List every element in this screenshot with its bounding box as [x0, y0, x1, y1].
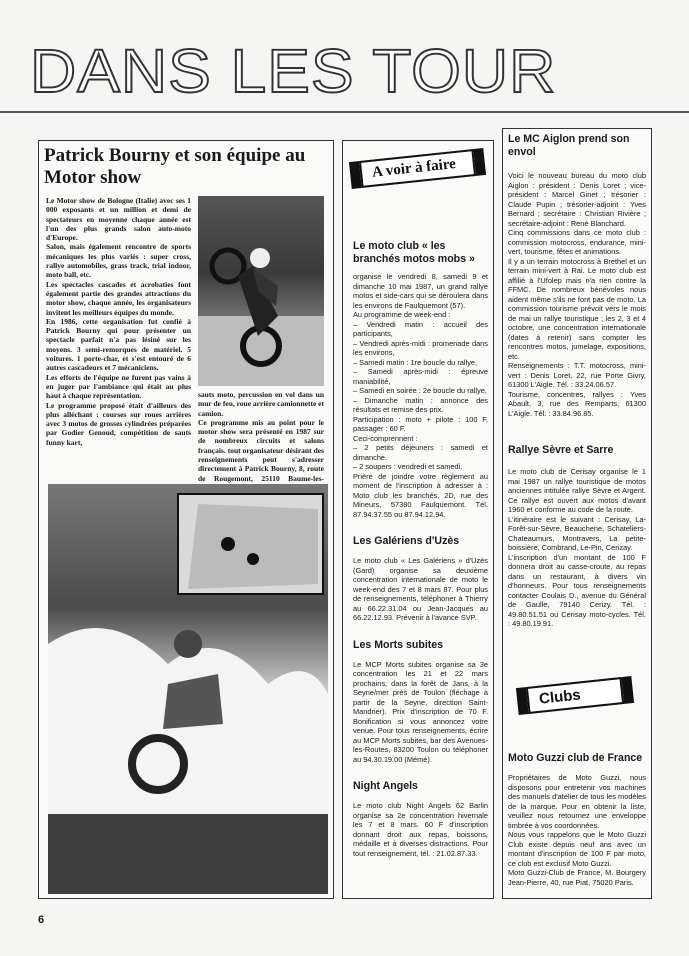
section-header	[0, 38, 689, 108]
section-morts-title: Les Morts subites	[353, 638, 444, 651]
page-number: 6	[38, 914, 45, 926]
article-main-title-box	[44, 145, 324, 189]
banner-a-voir-text: A voir à faire	[359, 149, 476, 188]
section-morts-body: Le MCP Morts subites organise sa 3e concentration les 21 et 22 mars prochains, dans la forêt de Jans, à la Seyne/mer près de Toulon (fléchage à partir de la Seyne, direction Saint-Mandrier). Prix d'inscription de 70 F. Bonification si vous annoncez votre venue. Pour tous renseignements, écrire au MCP Morts subites, bar des Avenues-les-Routes, 83200 Toulon ou téléphoner au 94.30.19.00 (Mémé).	[353, 659, 488, 764]
article-main-text-2: sauts moto, percussion en vol dans un mur de feu, roue arrière camionnette et camion. Ce programme mis au point pour le motor show sera présenté en 1987 sur de nombreux circuits et salons français. tout organisateur désirant des renseignements peut s'adresser directement à Patrick Bourny, 8, route de Rougemont, 25110 Baume-les-	[198, 390, 325, 483]
section-guzzi-title: Moto Guzzi club de France	[508, 752, 643, 764]
column-right	[508, 133, 646, 629]
section-aiglon-title: Le MC Aiglon prend son envol	[508, 133, 630, 158]
section-aiglon-body: Voici le nouveau bureau du moto club Aiglon : président : Denis Loret ; vice-président : Marcel Ginet ; trésorier : Claude Pupin ; trésorier-adjoint : Yves Bernard ; secrétaire : Christian Rivière ; secrétaire-adjoint : René Blanchard. Cinq commissions dans ce moto club : commission motocross, endurance, mini-vert, tourisme, fêtes et animations. Il y a un terrain motocross à Brethel et un terrain mini-vert à Rai. Le moto club est affilié à l'Ufolep mais n'a rien contre la FFMC. De nombreux bénévoles nous aident même s'ils ne font pas de moto. La commission tourisme prévoit vers le mois de mai un rallye touristique ; les 2, 3 et 4 octobre, une concentration internationale (dates à retenir) sans compter les rencontres motos, jumelage, expositions, etc. Renseignements : T.T. motocross, mini-vert : Denis Loret, 22, rue Porte Givry, 61300 L'Aigle. Tél. : 33.24.06.57. Tourisme, concentres, rallyes : Yves Abault, 3, rue des Remparts, 61300 L'Aigle. Tél. : 33.84.96.85.	[508, 171, 646, 418]
stunt-photo-fire	[48, 484, 328, 894]
section-guzzi-body: Propriétaires de Moto Guzzi, nous disposons pour entretenir vos machines des manuels d'atelier de tous les modèles de la marque. Pour en obtenir la liste, veuillez nous retournez une enveloppe timbrée à vos coordonnées. Nous vous rappelons que le Moto Guzzi Club existe depuis neuf ans avec un montant d'inscription de 100 F par moto, ce club est exclusif Moto Guzzi. Moto Guzzi-Club de France, M. Bourgery Jean-Pierre, 40, rue Piat, 75020 Paris.	[508, 773, 646, 887]
section-header-title: DANS LES TOUR	[30, 38, 557, 106]
wheelie-illustration	[198, 196, 324, 386]
section-galeriens-title: Les Galériens d'Uzès	[353, 535, 460, 547]
section-night-title: Night Angels	[353, 780, 418, 792]
header-rule	[0, 111, 689, 113]
section-galeriens-body: Le moto club « Les Galériens » d'Uzès (Gard) organise sa deuxième concentration internationale de moto le week-end des 7 et 8 mars 87. Pour plus de renseignements, téléphoner à Thierry au 66.22.31.04 ou Jean-Jacques au 66.22.12.93. Prévenir à l'avance SVP.	[353, 556, 488, 622]
article-main-title: Patrick Bourny et son équipe au Motor show	[44, 145, 306, 188]
column-mid	[353, 240, 488, 858]
article-main-col2	[198, 390, 324, 492]
article-main-text-1: Le Motor show de Bologne (Italie) avec ses 1 000 exposants et un million et demi de spectateurs en moyenne chaque année est l'un des plus grands salon auto-moto d'Europe. Salon, mais également rencontre de sports mécaniques les plus variés : super cross, rallye automobiles, grass track, trial indoor, moto ball, etc. Les spectacles cascades et acrobaties font également partie des grandes attractions du motor show, chaque année, les organisateurs invitent les meilleurs équipes du monde. En 1986, cette organisation fut confié à Patrick Bourny qui pour présenter un spectacle parfait n'a pas lésiné sur les moyens. 3 semi-remorques de matériel. 5 voitures. 1 porte-char, et s'est entouré de 6 autres cascadeurs et 7 mécaniciens. Les efforts de l'équipe ne furent pas vains à en juger par l'ambiance qui était au plus haut à chaque représentation. Le programme proposé était d'ailleurs des plus alléchant : courses sur roues arrières avec 3 motos de grosses cylindrées préparées par Godier Genoud, compétition de sauts funny kart,	[46, 196, 191, 447]
column-right-bottom	[508, 752, 646, 887]
section-branches-title: Le moto club « les branchés motos mobs »	[353, 240, 475, 265]
article-main-col1	[46, 196, 191, 447]
stunt-photo-top	[198, 196, 324, 386]
fire-wall-illustration	[48, 484, 328, 894]
section-sevre-title: Rallye Sèvre et Sarre	[508, 444, 614, 456]
section-night-body: Le moto club Night Angels 62 Barlin organise sa 2e concentration hivernale les 7 et 8 mars. 60 F d'inscription donnant droit aux repas, boissons, médaille et à diverses distractions. Pour tout renseignement, tél. : 21.02.87.33.	[353, 801, 488, 858]
section-sevre-body: Le moto club de Cerisay organise le 1 mai 1987 un rallye touristique de motos anciennes intitulée rallye Sèvre et Argent. Ce rallye est ouvert aux motos d'avant 1960 et conforme au code de la route. L'itinéraire est le suivant : Cerisay, La-Forêt-sur-Sèvre, Beauchene, Schateliers-Chateaumurs, Montravers, La petite-boissière, Combrand, Le-Pin, Cerizay. L'inscription d'un montant de 100 F donnera droit au casse-croute, au repas dans un restaurant, à divers vin d'honneurs. Pour tous renseignements contacter Coulais D., avenue du Général de Gaulle, 79140 Cerizy. Tél. : 49.80.51.51 ou Cerisay moto-cycles. Tél. : 49.80.19.91.	[508, 467, 646, 628]
section-branches-body: organise le vendredi 8, samedi 9 et dimanche 10 mai 1987, un grand rallye motos et side-cars qui se déroulera dans les environs de Faulquemont (57). Au programme de week-end : – Vendredi matin : accueil des participants, – Vendredi après-midi : promenade dans les environs, – Samedi matin : 1re boucle du rallye, – Samedi après-midi : épreuve maniabilité, – Samedi en soirée : 2e boucle du rallye, – Dimanche matin : annonce des résultats et remise des prix. Participation : moto + pilote : 100 F, passager : 60 F. Ceci-comprennent : – 2 petits déjeuners : samedi et dimanche. – 2 soupers : vendredi et samedi. Prière de joindre votre règlement au moment de l'inscription à adresser à : Moto club les branchés, 2D, rue des Mineurs, 57380 Faulquemont. Tél. 87.94.37.55 ou 87.94.12.94.	[353, 272, 488, 519]
banner-clubs-text: Clubs	[526, 677, 624, 714]
